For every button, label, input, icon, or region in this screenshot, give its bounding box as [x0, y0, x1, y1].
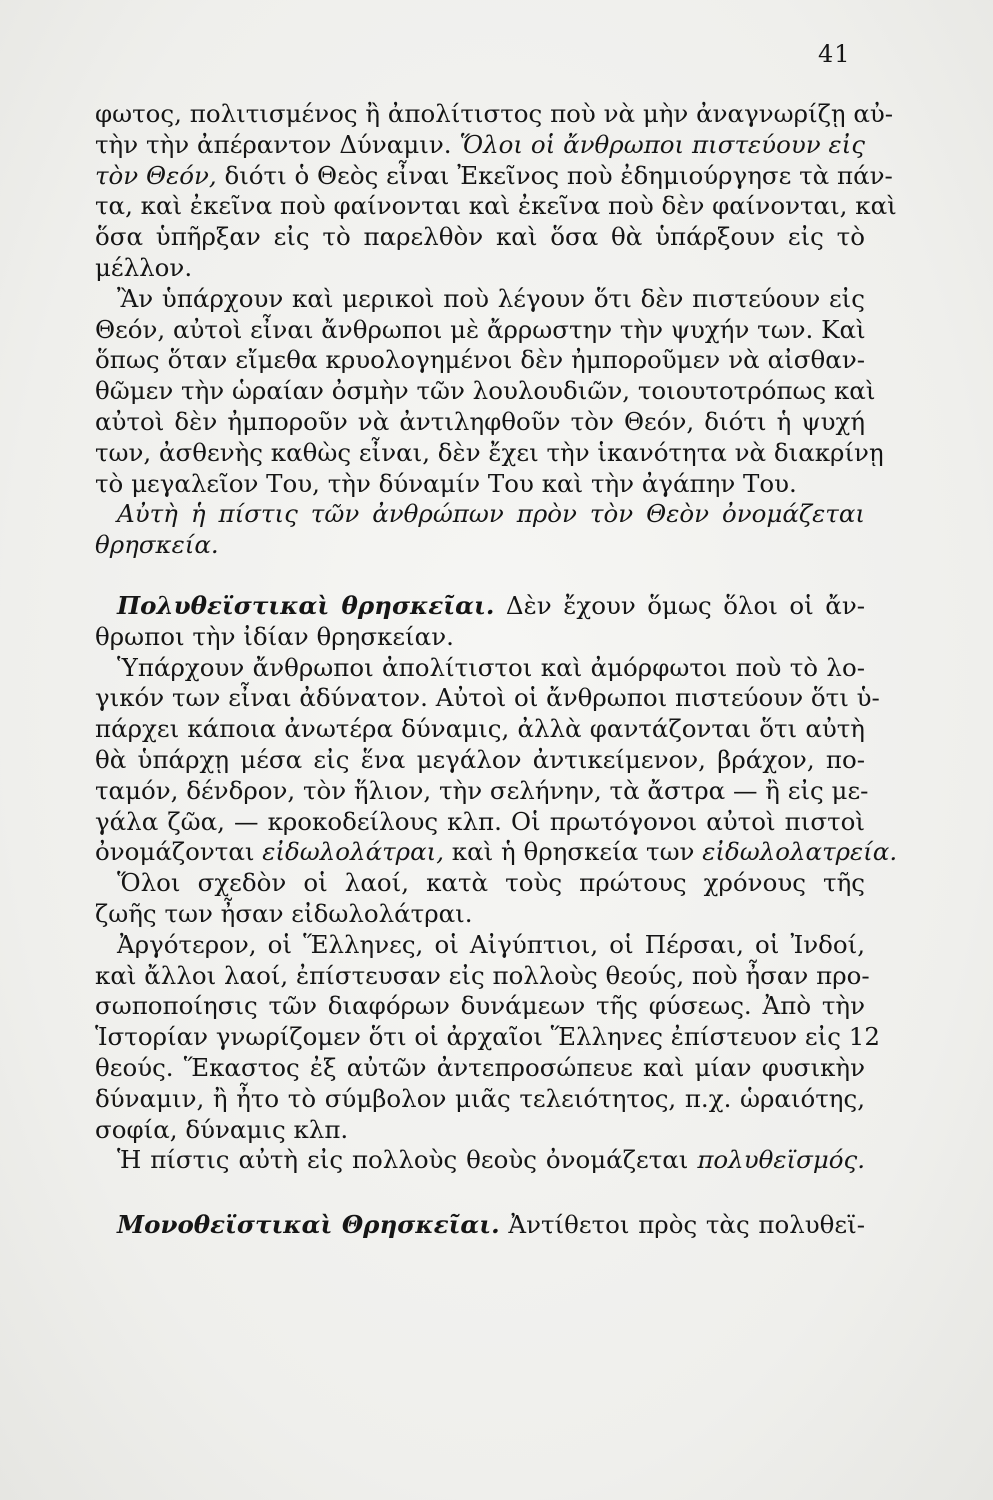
text-run: ζωῆς των ἦσαν εἰδωλολάτραι.	[95, 898, 473, 928]
text-run: ὀνομάζονται	[95, 837, 263, 867]
text-line	[95, 591, 865, 622]
text-run: Ἀργότερον, οἱ Ἕλληνες, οἱ Αἰγύπτιοι, οἱ Πέρσαι, οἱ Ἰνδοί,	[117, 929, 865, 959]
text-line	[95, 284, 865, 315]
text-line	[95, 837, 898, 868]
text-line	[95, 683, 880, 714]
text-line	[95, 376, 876, 407]
section-heading: Μονοθεϊστικαὶ Θρησκεῖαι.	[117, 1210, 500, 1240]
text-line	[95, 499, 865, 530]
section-heading: Πολυθεϊστικαὶ θρησκεῖαι.	[117, 590, 495, 620]
text-line	[95, 222, 865, 253]
italic-text: θρησκεία.	[95, 530, 219, 560]
text-run: φωτος, πολιτισμένος ἢ ἀπολίτιστος ποὺ νὰ μὴν ἀναγνωρίζῃ αὐ-	[95, 99, 894, 128]
text-run: τα, καὶ ἐκεῖνα ποὺ φαίνονται καὶ ἐκεῖνα ποὺ δὲν φαίνονται, καὶ	[95, 191, 897, 221]
text-line	[95, 991, 865, 1022]
text-line	[95, 930, 865, 961]
text-run: ὅσα ὑπῆρξαν εἰς τὸ παρελθὸν καὶ ὅσα θὰ ὑπάρξουν εἰς τὸ	[95, 222, 865, 252]
text-run: θρωποι τὴν ἰδίαν θρησκείαν.	[95, 621, 454, 651]
text-line	[95, 1145, 865, 1176]
text-run: διότι ὁ Θεὸς εἶναι Ἐκεῖνος ποὺ ἐδημιούργησε τὰ πάν-	[216, 160, 893, 190]
text-line	[95, 745, 865, 776]
text-run: σωποποίησις τῶν διαφόρων δυνάμεων τῆς φύσεως. Ἀπὸ τὴν	[95, 991, 865, 1021]
text-line	[95, 653, 865, 684]
text-line	[95, 99, 894, 130]
italic-text: πολυθεϊσμός.	[697, 1145, 865, 1175]
text-line	[95, 345, 865, 376]
text-run: Θεόν, αὐτοὶ εἶναι ἄνθρωποι μὲ ἄρρωστην τὴν ψυχήν των. Καὶ	[95, 314, 866, 344]
text-line	[95, 899, 865, 930]
paragraph-gap	[95, 1176, 865, 1210]
text-line	[95, 160, 893, 192]
text-run: Ὑπάρχουν ἄνθρωποι ἀπολίτιστοι καὶ ἀμόρφωτοι ποὺ τὸ λο-	[117, 652, 865, 682]
text-line	[95, 1022, 880, 1053]
text-line	[95, 315, 865, 346]
italic-text: Αὐτὴ ἡ πίστις τῶν ἀνθρώπων πρὸν τὸν Θεὸν ὀνομάζεται	[117, 499, 865, 529]
text-line	[95, 807, 865, 838]
text-run: πάρχει κάποια ἀνωτέρα δύναμις, ἀλλὰ φαντάζονται ὅτι αὐτὴ	[95, 714, 865, 744]
italic-text: εἰδωλολατρεία.	[702, 837, 898, 867]
text-line	[95, 191, 897, 222]
text-line	[95, 1210, 865, 1241]
text-line	[95, 253, 865, 284]
text-line	[95, 714, 865, 745]
text-run: Ἀντίθετοι πρὸς τὰς πολυθεϊ-	[499, 1210, 866, 1240]
text-run: Ἂν ὑπάρχουν καὶ μερικοὶ ποὺ λέγουν ὅτι δὲν πιστεύουν εἰς	[117, 283, 865, 313]
text-run: μέλλον.	[95, 252, 193, 282]
text-run: θῶμεν τὴν ὡραίαν ὀσμὴν τῶν λουλουδιῶν, τοιουτοτρόπως καὶ	[95, 376, 876, 406]
text-run: γάλα ζῶα, — κροκοδείλους κλπ. Οἱ πρωτόγονοι αὐτοὶ πιστοὶ	[95, 806, 865, 836]
text-line	[95, 130, 865, 161]
text-line	[95, 960, 870, 992]
text-line	[95, 622, 865, 653]
text-run: Ἱστορίαν γνωρίζομεν ὅτι οἱ ἀρχαῖοι Ἕλληνες ἐπίστευον εἰς 12	[95, 1022, 880, 1052]
text-run: σοφία, δύναμις κλπ.	[95, 1114, 349, 1144]
text-line	[95, 1053, 865, 1084]
text-line	[95, 1084, 865, 1115]
text-run: Ἡ πίστις αὐτὴ εἰς πολλοὺς θεοὺς ὀνομάζεται	[117, 1145, 698, 1175]
text-run: καὶ ἡ θρησκεία των	[444, 837, 703, 867]
paragraph-gap	[95, 561, 865, 591]
text-run: Δὲν ἔχουν ὅμως ὅλοι οἱ ἄν-	[494, 590, 866, 620]
text-line	[95, 1115, 865, 1146]
body-text	[95, 99, 898, 1241]
italic-text: εἰδωλολάτραι,	[262, 837, 445, 867]
text-line	[95, 530, 865, 561]
text-line	[95, 437, 884, 469]
text-run: Ὅλοι σχεδὸν οἱ λαοί, κατὰ τοὺς πρώτους χρόνους τῆς	[117, 868, 865, 898]
text-run: δύναμιν, ἢ ἦτο τὸ σύμβολον μιᾶς τελειότητος, π.χ. ὡραιότης,	[95, 1083, 865, 1113]
text-line	[95, 469, 865, 500]
text-run: θεούς. Ἕκαστος ἐξ αὐτῶν ἀντεπροσώπευε καὶ μίαν φυσικὴν	[95, 1052, 865, 1082]
text-run: καὶ ἄλλοι λαοί, ἐπίστευσαν εἰς πολλοὺς θεούς, ποὺ ἦσαν προ-	[95, 960, 870, 990]
text-run: τὸ μεγαλεῖον Του, τὴν δύναμίν Του καὶ τὴν ἀγάπην Του.	[95, 468, 797, 498]
italic-text: Ὅλοι οἱ ἄνθρωποι πιστεύουν εἰς	[459, 129, 865, 159]
text-run: ὅπως ὅταν εἴμεθα κρυολογημένοι δὲν ἠμποροῦμεν νὰ αἰσθαν-	[95, 345, 865, 375]
text-line	[95, 407, 865, 438]
text-run: θὰ ὑπάρχῃ μέσα εἰς ἕνα μεγάλον ἀντικείμενον, βράχον, πο-	[95, 744, 865, 774]
text-run: τὴν τὴν ἀπέραντον Δύναμιν.	[95, 129, 460, 159]
italic-text: τὸν Θεόν,	[95, 160, 217, 190]
text-run: αὐτοὶ δὲν ἠμποροῦν νὰ ἀντιληφθοῦν τὸν Θεόν, διότι ἡ ψυχή	[95, 406, 865, 436]
text-run: γικόν των εἶναι ἀδύνατον. Αὐτοὶ οἱ ἄνθρωποι πιστεύουν ὅτι ὑ-	[95, 683, 880, 713]
page-number: 41	[818, 40, 851, 68]
text-run: ταμόν, δένδρον, τὸν ἥλιον, τὴν σελήνην, τὰ ἄστρα — ἢ εἰς με-	[95, 775, 869, 805]
text-line	[95, 868, 865, 899]
text-run: των, ἀσθενὴς καθὼς εἶναι, δὲν ἔχει τὴν ἱκανότητα νὰ διακρίνῃ	[95, 437, 884, 467]
text-line	[95, 775, 869, 807]
